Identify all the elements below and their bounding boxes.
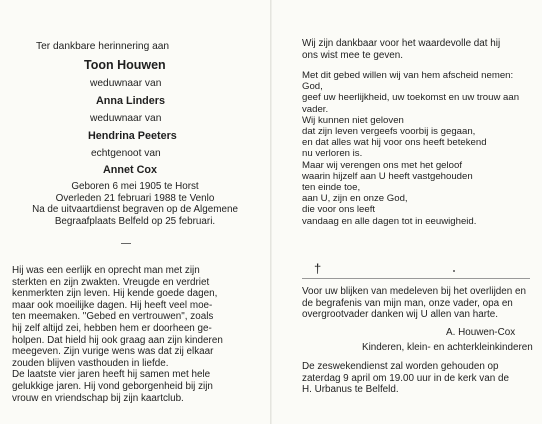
spouse-2: Hendrina Peeters <box>88 130 177 142</box>
prayer-line: geef uw heerlijkheid, uw toekomst en uw trouw aan <box>302 92 520 104</box>
prayer-line: Maar wij verengen ons met het geloof <box>302 159 462 171</box>
mass-line: zaterdag 9 april om 19.00 uur in de kerk van de <box>302 372 509 384</box>
prayer-line: waarin hijzelf aan U heeft vastgehouden <box>302 170 473 182</box>
relation-2: weduwnaar van <box>90 113 162 124</box>
intro-text: Ter dankbare herinnering aan <box>36 41 170 52</box>
prayer-line: en dat alles wat hij voor ons heeft betekend <box>302 137 487 149</box>
spouse-1: Anna Linders <box>96 95 165 107</box>
separator-dash <box>121 243 131 244</box>
prayer-line: aan U, zijn en onze God, <box>302 193 408 205</box>
prayer-line: Wij kunnen niet geloven <box>302 114 404 126</box>
cross-rule <box>302 278 530 279</box>
card-fold <box>270 0 272 424</box>
bio-line: sterkten en zijn zwakten. Vreugde en verdriet <box>12 276 210 288</box>
prayer-line: Met dit gebed willen wij van hem afscheid nemen: <box>302 70 514 81</box>
prayer-line: God, <box>302 81 323 93</box>
bio-line: vrouw en vriendschap bij zijn kaartclub. <box>12 392 184 404</box>
bio-line: gelukkige jaren. Hij vond geborgenheid bij zijn <box>12 380 213 392</box>
relation-3: echtgenoot van <box>91 148 161 159</box>
prayer-intro-line: Wij zijn dankbaar voor het waardevolle dat hij <box>302 38 501 49</box>
prayer-line: nu verloren is. <box>302 148 363 160</box>
bio-line: holpen. Dat hield hij ook graag aan zijn kinderen <box>12 334 223 346</box>
mass-line: De zeswekendienst zal worden gehouden op <box>302 361 499 372</box>
detail-line: Na de uitvaartdienst begraven op de Algemene <box>32 204 238 216</box>
prayer-line: ten einde toe, <box>302 182 361 194</box>
bio-line: zouden blijven vasthouden in liefde. <box>12 357 169 369</box>
bio-line: meegeven. Zijn vurige wens was dat zij elkaar <box>12 346 214 358</box>
mass-line: H. Urbanus te Belfeld. <box>302 384 399 396</box>
thanks-text <box>302 286 540 321</box>
right-page <box>274 0 542 424</box>
detail-line: Geboren 6 mei 1905 te Horst <box>71 181 199 192</box>
prayer-line: dat zijn leven vergeefs voorbij is gegaan, <box>302 126 476 138</box>
biography <box>12 265 262 404</box>
bio-line: kenmerkten zijn leven. Hij kende goede dagen, <box>12 288 218 300</box>
prayer <box>302 70 538 227</box>
thanks-line: overgrootvader danken wij U allen van harte. <box>302 309 498 321</box>
cross-icon: † <box>314 261 322 276</box>
mass-announcement <box>302 361 540 396</box>
bio-line: De laatste vier jaren heeft hij samen met hele <box>12 369 211 381</box>
relation-1: weduwnaar van <box>90 78 162 89</box>
bio-line: Hij was een eerlijk en oprecht man met zijn <box>12 265 200 276</box>
prayer-line: die voor ons leeft <box>302 204 376 216</box>
detail-line: Begraafplaats Belfeld op 25 februari. <box>54 215 216 227</box>
print-speck <box>453 270 455 272</box>
detail-line: Overleden 21 februari 1988 te Venlo <box>55 192 215 204</box>
bio-line: hij zelf altijd zei, hebben hem er doorheen ge- <box>12 322 212 334</box>
spouse-3: Annet Cox <box>103 164 157 176</box>
prayer-intro-line: ons wist mee te geven. <box>302 49 403 61</box>
left-page <box>0 0 268 424</box>
prayer-line: vandaag en alle dagen tot in eeuwigheid. <box>302 215 477 227</box>
thanks-line: de begrafenis van mijn man, onze vader, opa en <box>302 297 513 309</box>
thanks-line: Voor uw blijken van medeleven bij het overlijden en <box>302 286 526 297</box>
bio-line: ten meemaken. "Gebed en vertrouwen", zoals <box>12 311 214 323</box>
family-line: Kinderen, klein- en achterkleinkinderen <box>362 342 533 353</box>
prayer-intro <box>302 38 538 61</box>
signature: A. Houwen-Cox <box>446 327 516 338</box>
life-details <box>22 181 248 227</box>
prayer-line: vader. <box>302 103 329 115</box>
bio-line: maar ook moeilijke dagen. Hij heeft veel moe- <box>12 299 213 311</box>
deceased-name: Toon Houwen <box>84 58 166 72</box>
